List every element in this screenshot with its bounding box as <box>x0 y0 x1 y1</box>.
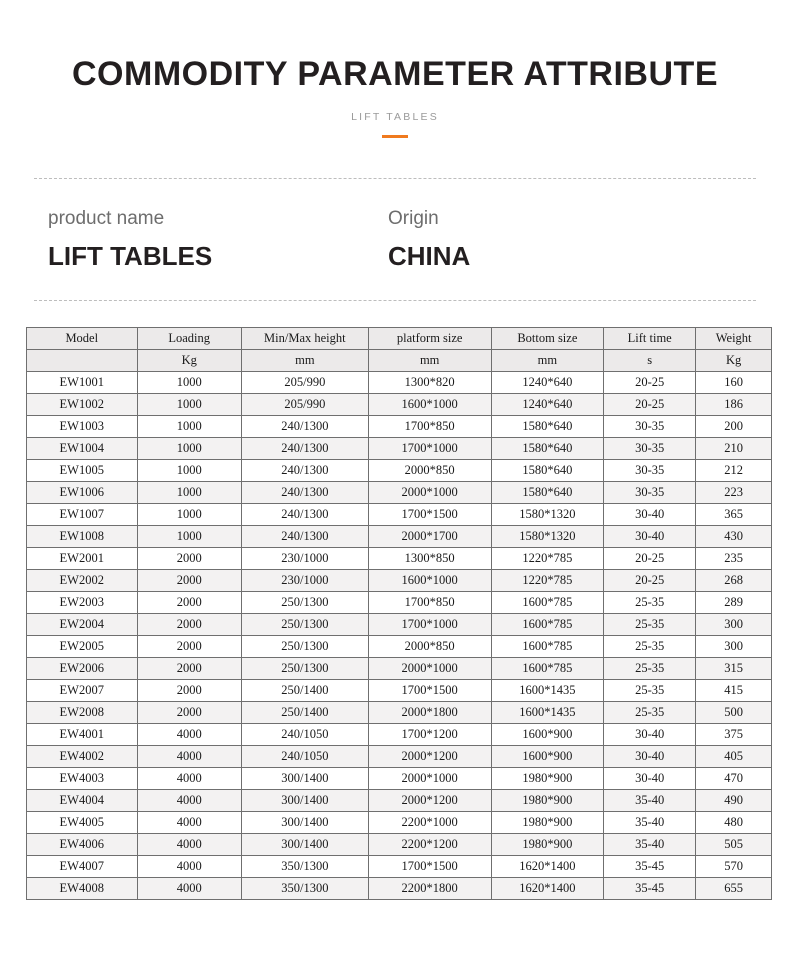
table-cell: EW1002 <box>27 393 138 415</box>
table-cell: EW2008 <box>27 701 138 723</box>
table-cell: 2000*1000 <box>368 657 491 679</box>
table-row <box>27 459 772 481</box>
table-cell: 1300*850 <box>368 547 491 569</box>
table-cell: 1700*850 <box>368 415 491 437</box>
table-cell: 300/1400 <box>241 811 368 833</box>
table-cell: 300/1400 <box>241 767 368 789</box>
table-cell: 235 <box>696 547 772 569</box>
table-cell: 430 <box>696 525 772 547</box>
table-header-cell: Loading <box>137 327 241 349</box>
spec-summary <box>24 179 766 295</box>
table-cell: 25-35 <box>604 635 696 657</box>
table-cell: 20-25 <box>604 569 696 591</box>
table-header-row <box>27 327 772 349</box>
table-cell: 35-40 <box>604 811 696 833</box>
table-row <box>27 877 772 899</box>
table-cell: 230/1000 <box>241 569 368 591</box>
table-cell: 2000 <box>137 679 241 701</box>
table-cell: 365 <box>696 503 772 525</box>
table-cell: 4000 <box>137 877 241 899</box>
table-cell: 405 <box>696 745 772 767</box>
table-cell: 30-35 <box>604 459 696 481</box>
table-cell: EW4005 <box>27 811 138 833</box>
table-cell: 240/1050 <box>241 723 368 745</box>
table-cell: 240/1300 <box>241 415 368 437</box>
table-cell: 230/1000 <box>241 547 368 569</box>
table-cell: 1980*900 <box>491 789 604 811</box>
table-cell: 25-35 <box>604 591 696 613</box>
table-cell: EW2006 <box>27 657 138 679</box>
table-unit-row <box>27 349 772 371</box>
table-cell: 25-35 <box>604 701 696 723</box>
table-row <box>27 767 772 789</box>
table-cell: 20-25 <box>604 547 696 569</box>
table-cell: 2000*1700 <box>368 525 491 547</box>
table-cell: 1700*1200 <box>368 723 491 745</box>
table-cell: 30-35 <box>604 481 696 503</box>
table-cell: EW1001 <box>27 371 138 393</box>
table-cell: 25-35 <box>604 679 696 701</box>
table-cell: 240/1050 <box>241 745 368 767</box>
table-cell: EW4008 <box>27 877 138 899</box>
spec-label: product name <box>48 208 165 230</box>
table-cell: 240/1300 <box>241 525 368 547</box>
table-cell: 1300*820 <box>368 371 491 393</box>
table-cell: EW2004 <box>27 613 138 635</box>
table-row <box>27 613 772 635</box>
table-unit-cell: s <box>604 349 696 371</box>
table-cell: 2200*1800 <box>368 877 491 899</box>
table-header-cell: platform size <box>368 327 491 349</box>
table-cell: 1980*900 <box>491 833 604 855</box>
table-cell: 470 <box>696 767 772 789</box>
table-row <box>27 855 772 877</box>
table-row <box>27 481 772 503</box>
table-cell: EW4006 <box>27 833 138 855</box>
table-cell: 2000 <box>137 547 241 569</box>
table-cell: 4000 <box>137 811 241 833</box>
table-cell: 1600*900 <box>491 723 604 745</box>
table-cell: 4000 <box>137 855 241 877</box>
table-cell: 2000*1200 <box>368 745 491 767</box>
table-row <box>27 635 772 657</box>
table-cell: EW2002 <box>27 569 138 591</box>
table-cell: 1700*1500 <box>368 503 491 525</box>
table-cell: 250/1400 <box>241 701 368 723</box>
table-cell: 1700*1000 <box>368 613 491 635</box>
table-cell: 1620*1400 <box>491 855 604 877</box>
table-cell: 1000 <box>137 371 241 393</box>
table-cell: EW4001 <box>27 723 138 745</box>
table-cell: 350/1300 <box>241 877 368 899</box>
table-cell: 300/1400 <box>241 789 368 811</box>
table-cell: 1620*1400 <box>491 877 604 899</box>
table-cell: 1600*785 <box>491 635 604 657</box>
table-cell: 212 <box>696 459 772 481</box>
table-cell: 1700*1500 <box>368 855 491 877</box>
table-row <box>27 679 772 701</box>
table-cell: 35-45 <box>604 877 696 899</box>
table-header-cell: Model <box>27 327 138 349</box>
spec-value: LIFT TABLES <box>48 240 213 271</box>
table-cell: 30-35 <box>604 437 696 459</box>
table-header-cell: Bottom size <box>491 327 604 349</box>
table-cell: EW1005 <box>27 459 138 481</box>
table-cell: 1600*1435 <box>491 679 604 701</box>
table-cell: EW2005 <box>27 635 138 657</box>
table-unit-cell: mm <box>241 349 368 371</box>
spec-value: CHINA <box>388 240 471 271</box>
table-cell: 289 <box>696 591 772 613</box>
table-cell: 300 <box>696 635 772 657</box>
table-row <box>27 393 772 415</box>
table-cell: 4000 <box>137 767 241 789</box>
table-cell: 1980*900 <box>491 767 604 789</box>
table-cell: 30-40 <box>604 767 696 789</box>
table-cell: 1240*640 <box>491 371 604 393</box>
table-cell: 415 <box>696 679 772 701</box>
table-cell: 250/1300 <box>241 591 368 613</box>
table-cell: 1600*785 <box>491 613 604 635</box>
table-cell: 25-35 <box>604 613 696 635</box>
table-row <box>27 591 772 613</box>
table-cell: 1980*900 <box>491 811 604 833</box>
table-cell: 30-40 <box>604 503 696 525</box>
table-row <box>27 503 772 525</box>
table-cell: 375 <box>696 723 772 745</box>
table-row <box>27 833 772 855</box>
table-cell: 1600*1000 <box>368 393 491 415</box>
table-row <box>27 789 772 811</box>
table-row <box>27 437 772 459</box>
table-cell: 1000 <box>137 459 241 481</box>
table-cell: 20-25 <box>604 393 696 415</box>
table-cell: 250/1300 <box>241 635 368 657</box>
table-row <box>27 547 772 569</box>
table-cell: 1580*640 <box>491 415 604 437</box>
table-cell: 1000 <box>137 525 241 547</box>
table-cell: 30-35 <box>604 415 696 437</box>
table-cell: EW1006 <box>27 481 138 503</box>
table-cell: 1600*900 <box>491 745 604 767</box>
table-row <box>27 415 772 437</box>
spec-table-body <box>27 327 772 899</box>
table-row <box>27 569 772 591</box>
spec-item-origin <box>388 205 728 273</box>
table-cell: 1240*640 <box>491 393 604 415</box>
table-header-cell: Lift time <box>604 327 696 349</box>
table-cell: 4000 <box>137 745 241 767</box>
table-cell: 1700*1000 <box>368 437 491 459</box>
table-cell: 2000 <box>137 569 241 591</box>
table-cell: 500 <box>696 701 772 723</box>
table-cell: EW1007 <box>27 503 138 525</box>
table-cell: EW2001 <box>27 547 138 569</box>
table-cell: 250/1300 <box>241 613 368 635</box>
table-cell: 490 <box>696 789 772 811</box>
spec-table <box>26 327 772 900</box>
table-cell: 240/1300 <box>241 481 368 503</box>
table-cell: 570 <box>696 855 772 877</box>
table-cell: 35-40 <box>604 789 696 811</box>
table-cell: 2000*850 <box>368 459 491 481</box>
table-cell: 300/1400 <box>241 833 368 855</box>
table-row <box>27 371 772 393</box>
table-cell: 300 <box>696 613 772 635</box>
table-cell: 480 <box>696 811 772 833</box>
table-cell: EW1008 <box>27 525 138 547</box>
table-cell: 240/1300 <box>241 437 368 459</box>
table-cell: 1000 <box>137 415 241 437</box>
table-unit-cell: Kg <box>137 349 241 371</box>
table-cell: 160 <box>696 371 772 393</box>
page-title: COMMODITY PARAMETER ATTRIBUTE <box>72 55 718 93</box>
table-cell: 1220*785 <box>491 569 604 591</box>
table-cell: EW1003 <box>27 415 138 437</box>
table-cell: 2000 <box>137 657 241 679</box>
table-cell: 2000 <box>137 591 241 613</box>
table-cell: 205/990 <box>241 371 368 393</box>
table-cell: 2200*1000 <box>368 811 491 833</box>
table-cell: 250/1300 <box>241 657 368 679</box>
table-cell: EW2007 <box>27 679 138 701</box>
page-subtitle: LIFT TABLES <box>351 111 439 124</box>
table-cell: 268 <box>696 569 772 591</box>
table-cell: 4000 <box>137 833 241 855</box>
table-cell: 210 <box>696 437 772 459</box>
table-cell: EW2003 <box>27 591 138 613</box>
table-cell: 1000 <box>137 437 241 459</box>
table-row <box>27 723 772 745</box>
table-cell: 315 <box>696 657 772 679</box>
header-block <box>24 0 766 138</box>
table-cell: EW4003 <box>27 767 138 789</box>
table-cell: EW4004 <box>27 789 138 811</box>
table-cell: 30-40 <box>604 723 696 745</box>
table-cell: 1600*1435 <box>491 701 604 723</box>
table-cell: 4000 <box>137 723 241 745</box>
accent-divider <box>382 135 408 138</box>
table-cell: 2000*1800 <box>368 701 491 723</box>
table-cell: 1600*785 <box>491 657 604 679</box>
table-header-cell: Min/Max height <box>241 327 368 349</box>
table-cell: 1220*785 <box>491 547 604 569</box>
table-cell: EW1004 <box>27 437 138 459</box>
spec-item-product-name <box>48 205 388 273</box>
table-row <box>27 701 772 723</box>
table-cell: 1700*850 <box>368 591 491 613</box>
table-cell: 1000 <box>137 503 241 525</box>
table-cell: 200 <box>696 415 772 437</box>
table-cell: 1580*1320 <box>491 503 604 525</box>
table-cell: 2000*1000 <box>368 767 491 789</box>
divider-bottom <box>34 300 756 301</box>
table-cell: 655 <box>696 877 772 899</box>
table-unit-cell: mm <box>491 349 604 371</box>
table-row <box>27 811 772 833</box>
table-cell: 223 <box>696 481 772 503</box>
table-row <box>27 525 772 547</box>
table-cell: 240/1300 <box>241 459 368 481</box>
table-cell: 250/1400 <box>241 679 368 701</box>
spec-table-wrap <box>24 327 766 900</box>
table-cell: 350/1300 <box>241 855 368 877</box>
table-cell: 20-25 <box>604 371 696 393</box>
table-cell: 30-40 <box>604 745 696 767</box>
table-header-cell: Weight <box>696 327 772 349</box>
table-cell: 2000 <box>137 635 241 657</box>
table-cell: 35-40 <box>604 833 696 855</box>
table-unit-cell: mm <box>368 349 491 371</box>
table-cell: 2000 <box>137 613 241 635</box>
table-cell: 1580*640 <box>491 481 604 503</box>
table-cell: 1000 <box>137 393 241 415</box>
table-cell: 30-40 <box>604 525 696 547</box>
table-cell: 4000 <box>137 789 241 811</box>
table-row <box>27 657 772 679</box>
table-row <box>27 745 772 767</box>
table-cell: 205/990 <box>241 393 368 415</box>
spec-label: Origin <box>388 208 439 230</box>
table-cell: 1600*1000 <box>368 569 491 591</box>
table-cell: 1580*640 <box>491 459 604 481</box>
table-cell: 186 <box>696 393 772 415</box>
table-cell: 2000*1200 <box>368 789 491 811</box>
table-cell: 2200*1200 <box>368 833 491 855</box>
table-cell: 1700*1500 <box>368 679 491 701</box>
table-cell: EW4002 <box>27 745 138 767</box>
table-cell: 1600*785 <box>491 591 604 613</box>
table-cell: 1580*640 <box>491 437 604 459</box>
table-cell: 240/1300 <box>241 503 368 525</box>
table-cell: 1580*1320 <box>491 525 604 547</box>
table-unit-cell: Kg <box>696 349 772 371</box>
table-cell: 2000*850 <box>368 635 491 657</box>
table-cell: EW4007 <box>27 855 138 877</box>
table-unit-cell <box>27 349 138 371</box>
table-cell: 505 <box>696 833 772 855</box>
table-cell: 2000*1000 <box>368 481 491 503</box>
table-cell: 1000 <box>137 481 241 503</box>
table-cell: 25-35 <box>604 657 696 679</box>
table-cell: 2000 <box>137 701 241 723</box>
table-cell: 35-45 <box>604 855 696 877</box>
